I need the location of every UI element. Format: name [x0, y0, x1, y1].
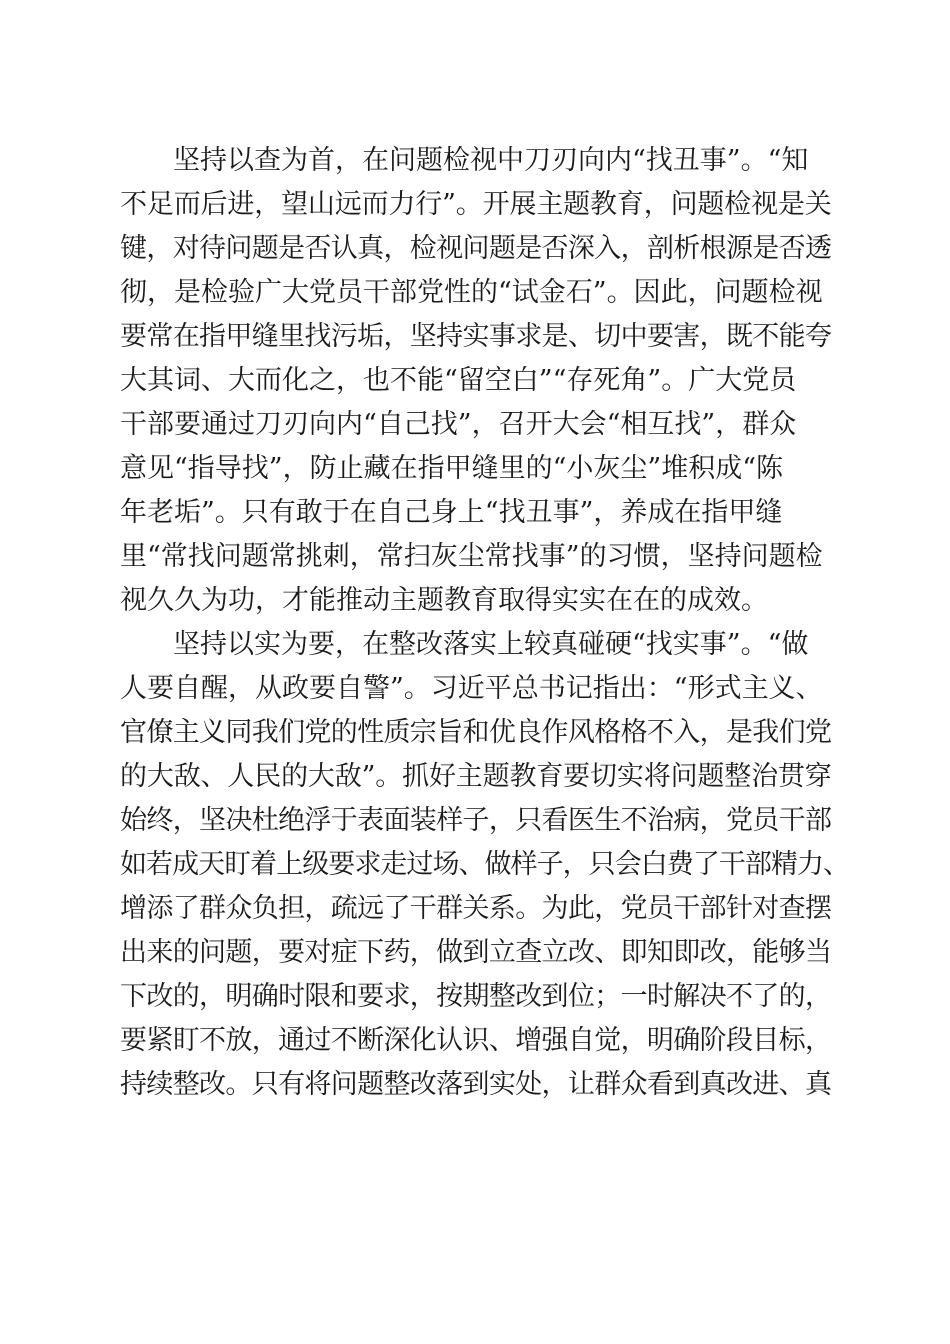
paragraph-2-line-6: 如若成天盯着上级要求走过场、做样子，只会白费了干部精力、 [120, 849, 850, 880]
paragraph-1-line-10: 里“常找问题常挑刺，常扫灰尘常找事”的习惯，坚持问题检 [120, 541, 823, 572]
paragraph-2-line-9: 下改的，明确时限和要求，按期整改到位；一时解决不了的， [120, 981, 832, 1012]
paragraph-2-line-11: 持续整改。只有将问题整改落到实处，让群众看到真改进、真 [120, 1069, 832, 1100]
paragraph-2-line-3: 官僚主义同我们党的性质宗旨和优良作风格格不入，是我们党 [120, 717, 832, 748]
paragraph-1-line-7: 干部要通过刀刃向内“自己找”，召开大会“相互找”，群众 [120, 409, 797, 440]
paragraph-2-line-7: 增添了群众负担，疏远了干群关系。为此，党员干部针对查摆 [120, 893, 832, 924]
paragraph-1-line-3: 键，对待问题是否认真，检视问题是否深入，剖析根源是否透 [120, 233, 832, 264]
paragraph-2-line-1: 坚持以实为要，在整改落实上较真碰硬“找实事”。“做 [173, 629, 809, 660]
paragraph-1-line-6: 大其词、大而化之，也不能“留空白”“存死角”。广大党员 [120, 365, 797, 396]
paragraph-2-line-10: 要紧盯不放，通过不断深化认识、增强自觉，明确阶段目标， [120, 1025, 832, 1056]
paragraph-2-line-5: 始终，坚决杜绝浮于表面装样子，只看医生不治病，党员干部 [120, 805, 832, 836]
paragraph-1-line-9: 年老垢”。只有敢于在自己身上“找丑事”，养成在指甲缝 [120, 497, 783, 528]
paragraph-1-line-2: 不足而后进，望山远而力行”。开展主题教育，问题检视是关 [120, 189, 832, 220]
paragraph-1-line-11: 视久久为功，才能推动主题教育取得实实在在的成效。 [120, 585, 768, 616]
paragraph-2-line-4: 的大敌、人民的大敌”。抓好主题教育要切实将问题整治贯穿 [120, 761, 832, 792]
paragraph-1-line-8: 意见“指导找”，防止藏在指甲缝里的“小灰尘”堆积成“陈 [120, 453, 784, 484]
paragraph-1-line-5: 要常在指甲缝里找污垢，坚持实事求是、切中要害，既不能夸 [120, 321, 832, 352]
paragraph-1-line-4: 彻，是检验广大党员干部党性的“试金石”。因此，问题检视 [120, 277, 823, 308]
paragraph-2-line-8: 出来的问题，要对症下药，做到立查立改、即知即改，能够当 [120, 937, 832, 968]
paragraph-1-line-1: 坚持以查为首，在问题检视中刀刃向内“找丑事”。“知 [173, 145, 809, 176]
paragraph-2-line-2: 人要自醒，从政要自警”。习近平总书记指出：“形式主义、 [120, 673, 823, 704]
